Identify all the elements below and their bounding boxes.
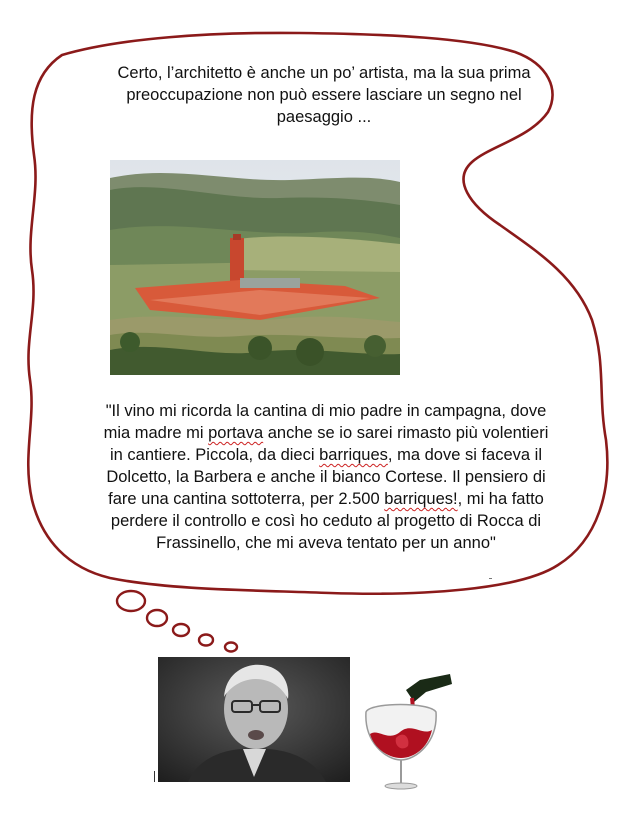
- thought-bubble-circle: [173, 624, 189, 636]
- winery-photo: [110, 160, 400, 375]
- quote-text-part4: , mi ha fatto perdere il controllo e così ho ceduto al progetto di Rocca di Frassinello, che mi aveva tentato per un anno": [110, 490, 544, 552]
- intro-caption: Certo, l’architetto è anche un po’ artista, ma la sua prima preoccupazione non può essere lasciare un segno nel paesaggio ...: [117, 64, 531, 126]
- quote-text-part2: anche se io sarei rimasto più volentieri in cantiere. Piccola, da dieci: [110, 424, 549, 464]
- spellcheck-word: barriques: [319, 446, 388, 464]
- stray-mark: [154, 771, 155, 782]
- wine-bottle-icon: [406, 674, 452, 702]
- thought-bubble-circle: [199, 635, 213, 646]
- portrait-illustration: [158, 657, 350, 782]
- architect-quote: [100, 400, 552, 554]
- architect-portrait: [158, 657, 350, 782]
- winery-landscape-illustration: [110, 160, 400, 375]
- spellcheck-word: portava: [208, 424, 264, 442]
- thought-bubble-circle: [147, 610, 167, 626]
- quote-text-part1: "Il vino mi ricorda la cantina di mio padre in campagna, dove mia madre mi: [103, 402, 547, 442]
- spellcheck-word: barriques!: [384, 490, 458, 508]
- quote-text-part3: , ma dove si faceva il Dolcetto, la Barbera e anche il bianco Cortese. Il pensiero di fare una cantina sottoterra, per 2.500: [106, 446, 546, 508]
- stray-dot: [489, 578, 492, 579]
- thought-bubble-circle: [225, 643, 237, 652]
- thought-bubble-circle: [117, 591, 145, 611]
- wine-pour-illustration: [356, 672, 452, 790]
